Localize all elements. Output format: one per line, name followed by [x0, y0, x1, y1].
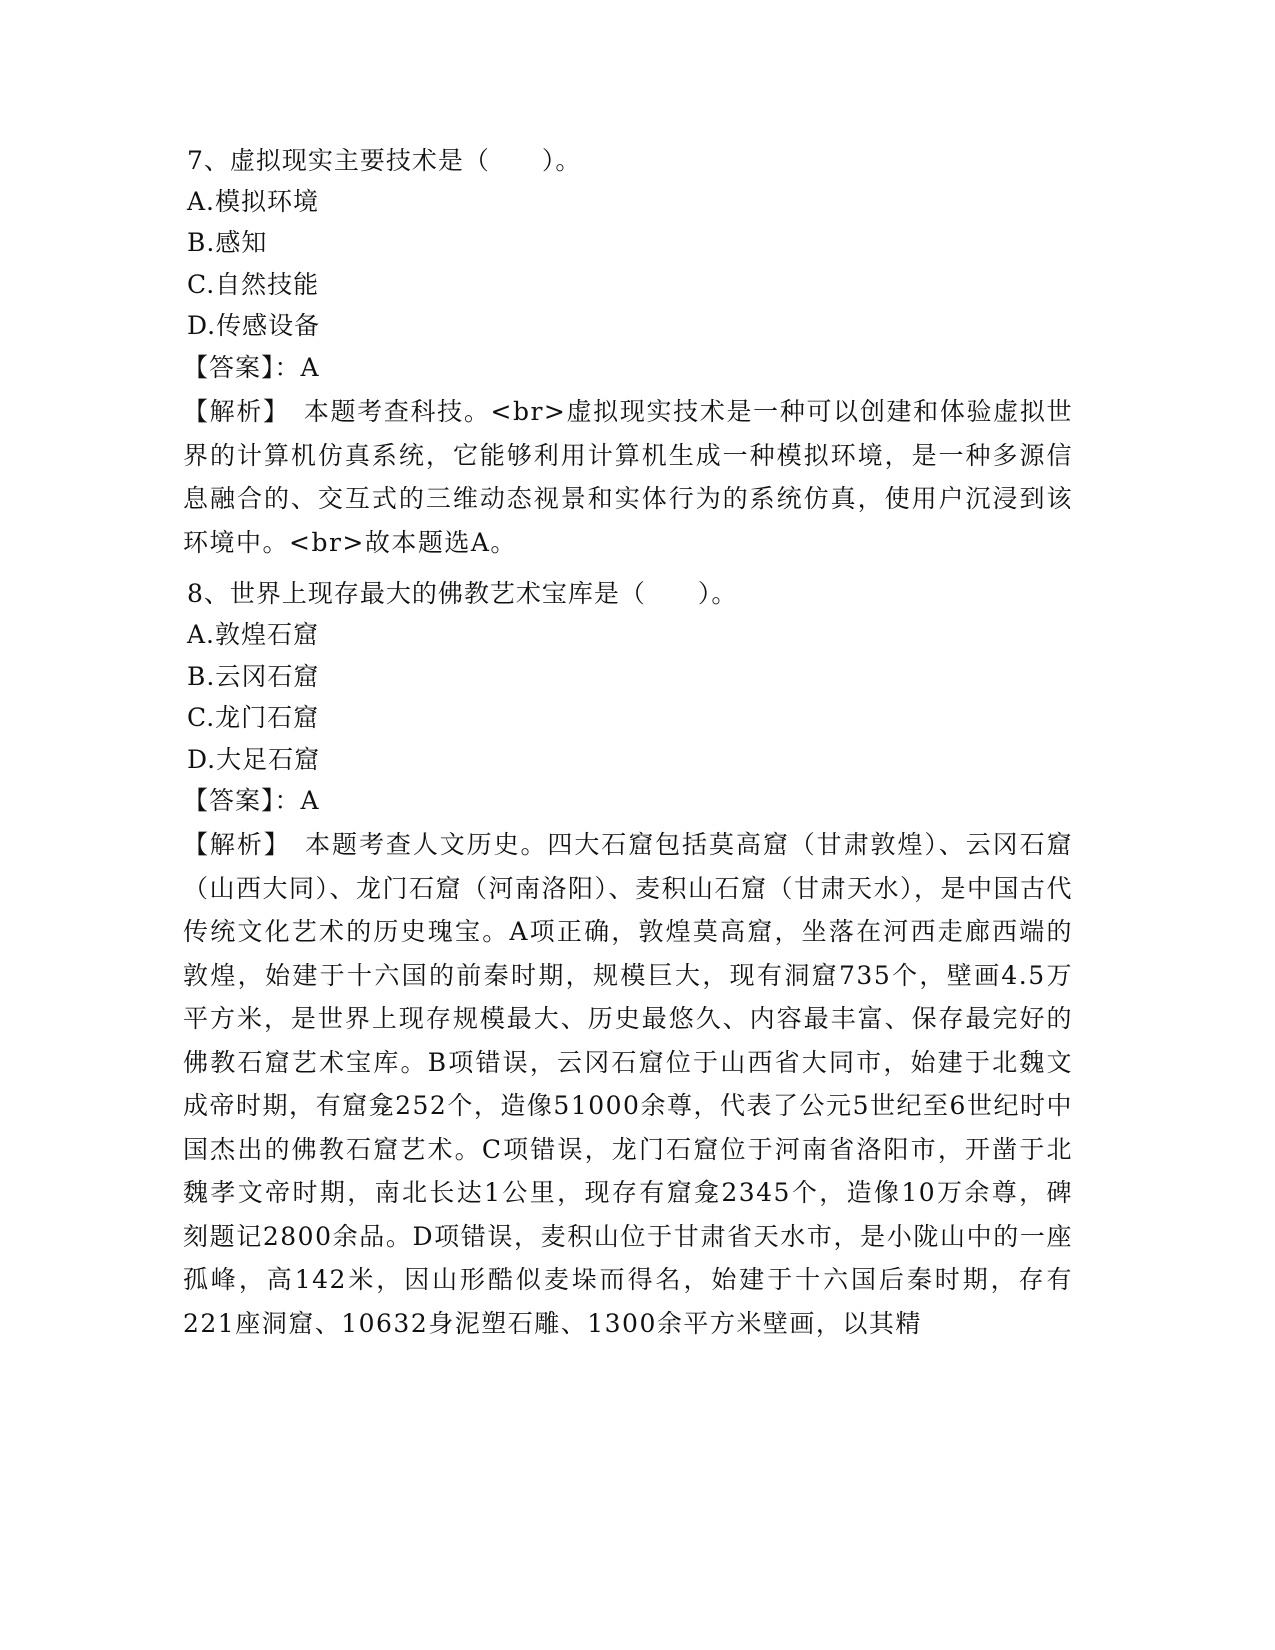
option-b: B.感知 [187, 228, 268, 257]
question-stem: 7、虚拟现实主要技术是（ ）。 [187, 146, 582, 175]
analysis-paragraph: 【解析】 本题考查科技。<br>虚拟现实技术是一种可以创建和体验虚拟世界的计算机仿真系统，它能够利用计算机生成一种模拟环境，是一种多源信息融合的、交互式的三维动态视景和实体行为的系统仿真，使用户沉浸到该环境中。<br>故本题选A。 [183, 397, 1073, 557]
option-c: C.龙门石窟 [187, 703, 320, 732]
option-d: D.传感设备 [187, 311, 321, 340]
option-b: B.云冈石窟 [187, 662, 320, 691]
analysis-paragraph: 【解析】 本题考查人文历史。四大石窟包括莫高窟（甘肃敦煌）、云冈石窟（山西大同）、龙门石窟（河南洛阳）、麦积山石窟（甘肃天水），是中国古代传统文化艺术的历史瑰宝。A项正确，敦煌莫高窟，坐落在河西走廊西端的敦煌，始建于十六国的前秦时期，规模巨大，现有洞窟735个，壁画4.5万平方米，是世界上现存规模最大、历史最悠久、内容最丰富、保存最完好的佛教石窟艺术宝库。B项错误，云冈石窟位于山西省大同市，始建于北魏文成帝时期，有窟龛252个，造像51000余尊，代表了公元5世纪至6世纪时中国杰出的佛教石窟艺术。C项错误，龙门石窟位于河南省洛阳市，开凿于北魏孝文帝时期，南北长达1公里，现存有窟龛2345个，造像10万余尊，碑刻题记2800余品。D项错误，麦积山位于甘肃省天水市，是小陇山中的一座孤峰，高142米，因山形酷似麦垛而得名，始建于十六国后秦时期，存有221座洞窟、10632身泥塑石雕、1300余平方米壁画，以其精 [183, 830, 1074, 1338]
answer-line: 【答案】：A [183, 353, 320, 382]
option-c: C.自然技能 [187, 270, 320, 299]
option-a: A.模拟环境 [187, 187, 320, 216]
answer-line: 【答案】：A [183, 786, 320, 815]
question-stem: 8、世界上现存最大的佛教艺术宝库是（ ）。 [187, 579, 738, 608]
option-a: A.敦煌石窟 [187, 620, 320, 649]
option-d: D.大足石窟 [187, 745, 321, 774]
